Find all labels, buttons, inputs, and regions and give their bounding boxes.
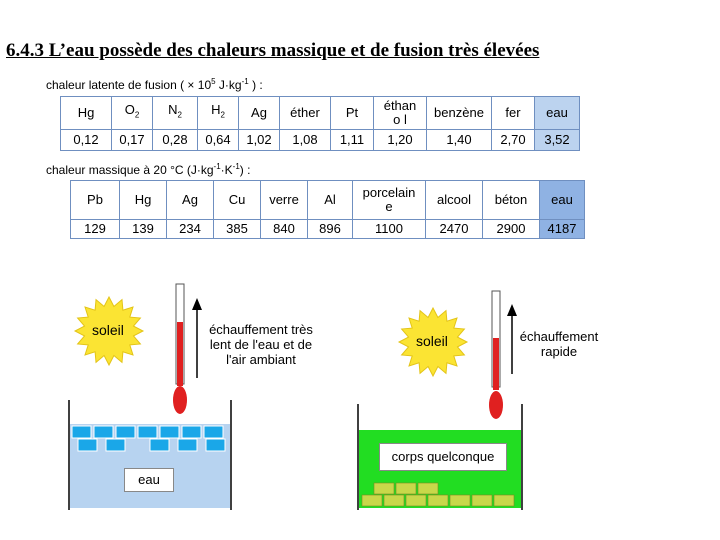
- table1-caption-unit-exp: -1: [241, 77, 249, 86]
- header-text: Hg: [77, 105, 95, 120]
- left-arrow-label-line2: lent de l'eau et de: [209, 337, 313, 352]
- solid-block: [362, 495, 382, 506]
- right-sun-label: soleil: [416, 333, 448, 349]
- table1-caption-unit: J·kg: [215, 78, 242, 92]
- ice-cube: [138, 426, 157, 438]
- header-text: H: [211, 102, 221, 118]
- latent-heat-value-cell: 1,11: [331, 130, 374, 151]
- header-text: fer: [505, 105, 521, 120]
- header-text: béton: [494, 192, 528, 207]
- header-text: Cu: [228, 192, 246, 207]
- latent-heat-value-cell: 2,70: [492, 130, 535, 151]
- table2-caption-exp1: -1: [213, 162, 221, 171]
- ice-cube: [160, 426, 179, 438]
- header-text: Ag: [251, 105, 267, 120]
- left-content-label: eau: [124, 468, 174, 492]
- table1-caption-main: chaleur latente de fusion ( × 10: [46, 78, 212, 92]
- ice-cube: [94, 426, 113, 438]
- ice-cube: [72, 426, 91, 438]
- header-text: eau: [546, 105, 568, 120]
- header-text: Hg: [134, 192, 152, 207]
- ice-cube: [204, 426, 223, 438]
- left-container: [69, 400, 231, 510]
- ice-cube: [206, 439, 225, 451]
- specific-heat-value-cell: 4187: [540, 220, 585, 239]
- ice-cube: [150, 439, 169, 451]
- ice-cube: [182, 426, 201, 438]
- header-text: benzène: [434, 105, 484, 120]
- header-text: N: [168, 102, 178, 118]
- header-text: Ag: [182, 192, 198, 207]
- solid-block: [428, 495, 448, 506]
- table1-caption-exp: 5: [211, 77, 216, 86]
- header-text: éther: [290, 105, 320, 120]
- ice-cube: [78, 439, 97, 451]
- header-text: porcelain e: [362, 185, 416, 214]
- latent-heat-value-cell: 1,08: [280, 130, 331, 151]
- header-subscript: 2: [220, 110, 225, 120]
- right-content-label: corps quelconque: [379, 443, 507, 471]
- header-text: alcool: [437, 192, 471, 207]
- solid-block: [406, 495, 426, 506]
- specific-heat-value-cell: 129: [71, 220, 120, 239]
- ice-cube: [116, 426, 135, 438]
- specific-heat-value-cell: 385: [214, 220, 261, 239]
- specific-heat-value-cell: 840: [261, 220, 308, 239]
- specific-heat-value-cell: 234: [167, 220, 214, 239]
- ice-cube: [178, 439, 197, 451]
- latent-heat-value-cell: 0,12: [61, 130, 112, 151]
- right-arrow-label-line2: rapide: [540, 344, 578, 359]
- solid-block: [450, 495, 470, 506]
- table1-caption-end: ) :: [252, 78, 263, 92]
- header-text: O: [124, 102, 135, 118]
- right-arrow-label-line1: échauffement: [519, 329, 599, 344]
- table2-caption-exp2: -1: [232, 162, 240, 171]
- latent-heat-value-cell: 0,28: [153, 130, 198, 151]
- latent-heat-value-cell: 3,52: [535, 130, 580, 151]
- latent-heat-value-cell: 0,64: [198, 130, 239, 151]
- table2-caption-mid: ·K: [220, 163, 233, 177]
- header-subscript: 2: [134, 110, 140, 120]
- left-arrow-label-line3: l'air ambiant: [226, 352, 296, 367]
- solid-block: [494, 495, 514, 506]
- left-up-arrow-icon: [192, 298, 202, 378]
- solid-block: [472, 495, 492, 506]
- header-text: verre: [269, 192, 299, 207]
- header-text: eau: [551, 192, 573, 207]
- left-thermometer-icon: [173, 284, 187, 414]
- specific-heat-value-cell: 2900: [483, 220, 540, 239]
- latent-heat-value-cell: 0,17: [112, 130, 153, 151]
- ice-cube: [106, 439, 125, 451]
- solid-block: [374, 483, 394, 494]
- header-text: Al: [324, 192, 336, 207]
- latent-heat-value-cell: 1,40: [427, 130, 492, 151]
- latent-heat-value-cell: 1,02: [239, 130, 280, 151]
- header-text: éthano l: [383, 98, 417, 127]
- right-thermometer-icon: [489, 291, 503, 419]
- page-title: 6.4.3 L’eau possède des chaleurs massique et de fusion très élevées: [6, 40, 540, 61]
- specific-heat-value-cell: 139: [120, 220, 167, 239]
- table2-caption-main: chaleur massique à 20 °C (J·kg: [46, 163, 214, 177]
- header-subscript: 2: [177, 110, 182, 120]
- solid-block: [418, 483, 438, 494]
- header-text: Pt: [345, 105, 359, 120]
- latent-heat-value-cell: 1,20: [374, 130, 427, 151]
- specific-heat-value-cell: 1100: [353, 220, 426, 239]
- header-text: Pb: [87, 192, 103, 207]
- table2-caption-end: ) :: [239, 163, 251, 177]
- left-sun-label: soleil: [92, 322, 124, 338]
- solid-block: [396, 483, 416, 494]
- specific-heat-value-cell: 896: [308, 220, 353, 239]
- specific-heat-value-cell: 2470: [426, 220, 483, 239]
- left-arrow-label-line1: échauffement très: [209, 322, 313, 337]
- left-arrow-label: [203, 322, 319, 367]
- solid-block: [384, 495, 404, 506]
- right-arrow-label: [514, 329, 604, 359]
